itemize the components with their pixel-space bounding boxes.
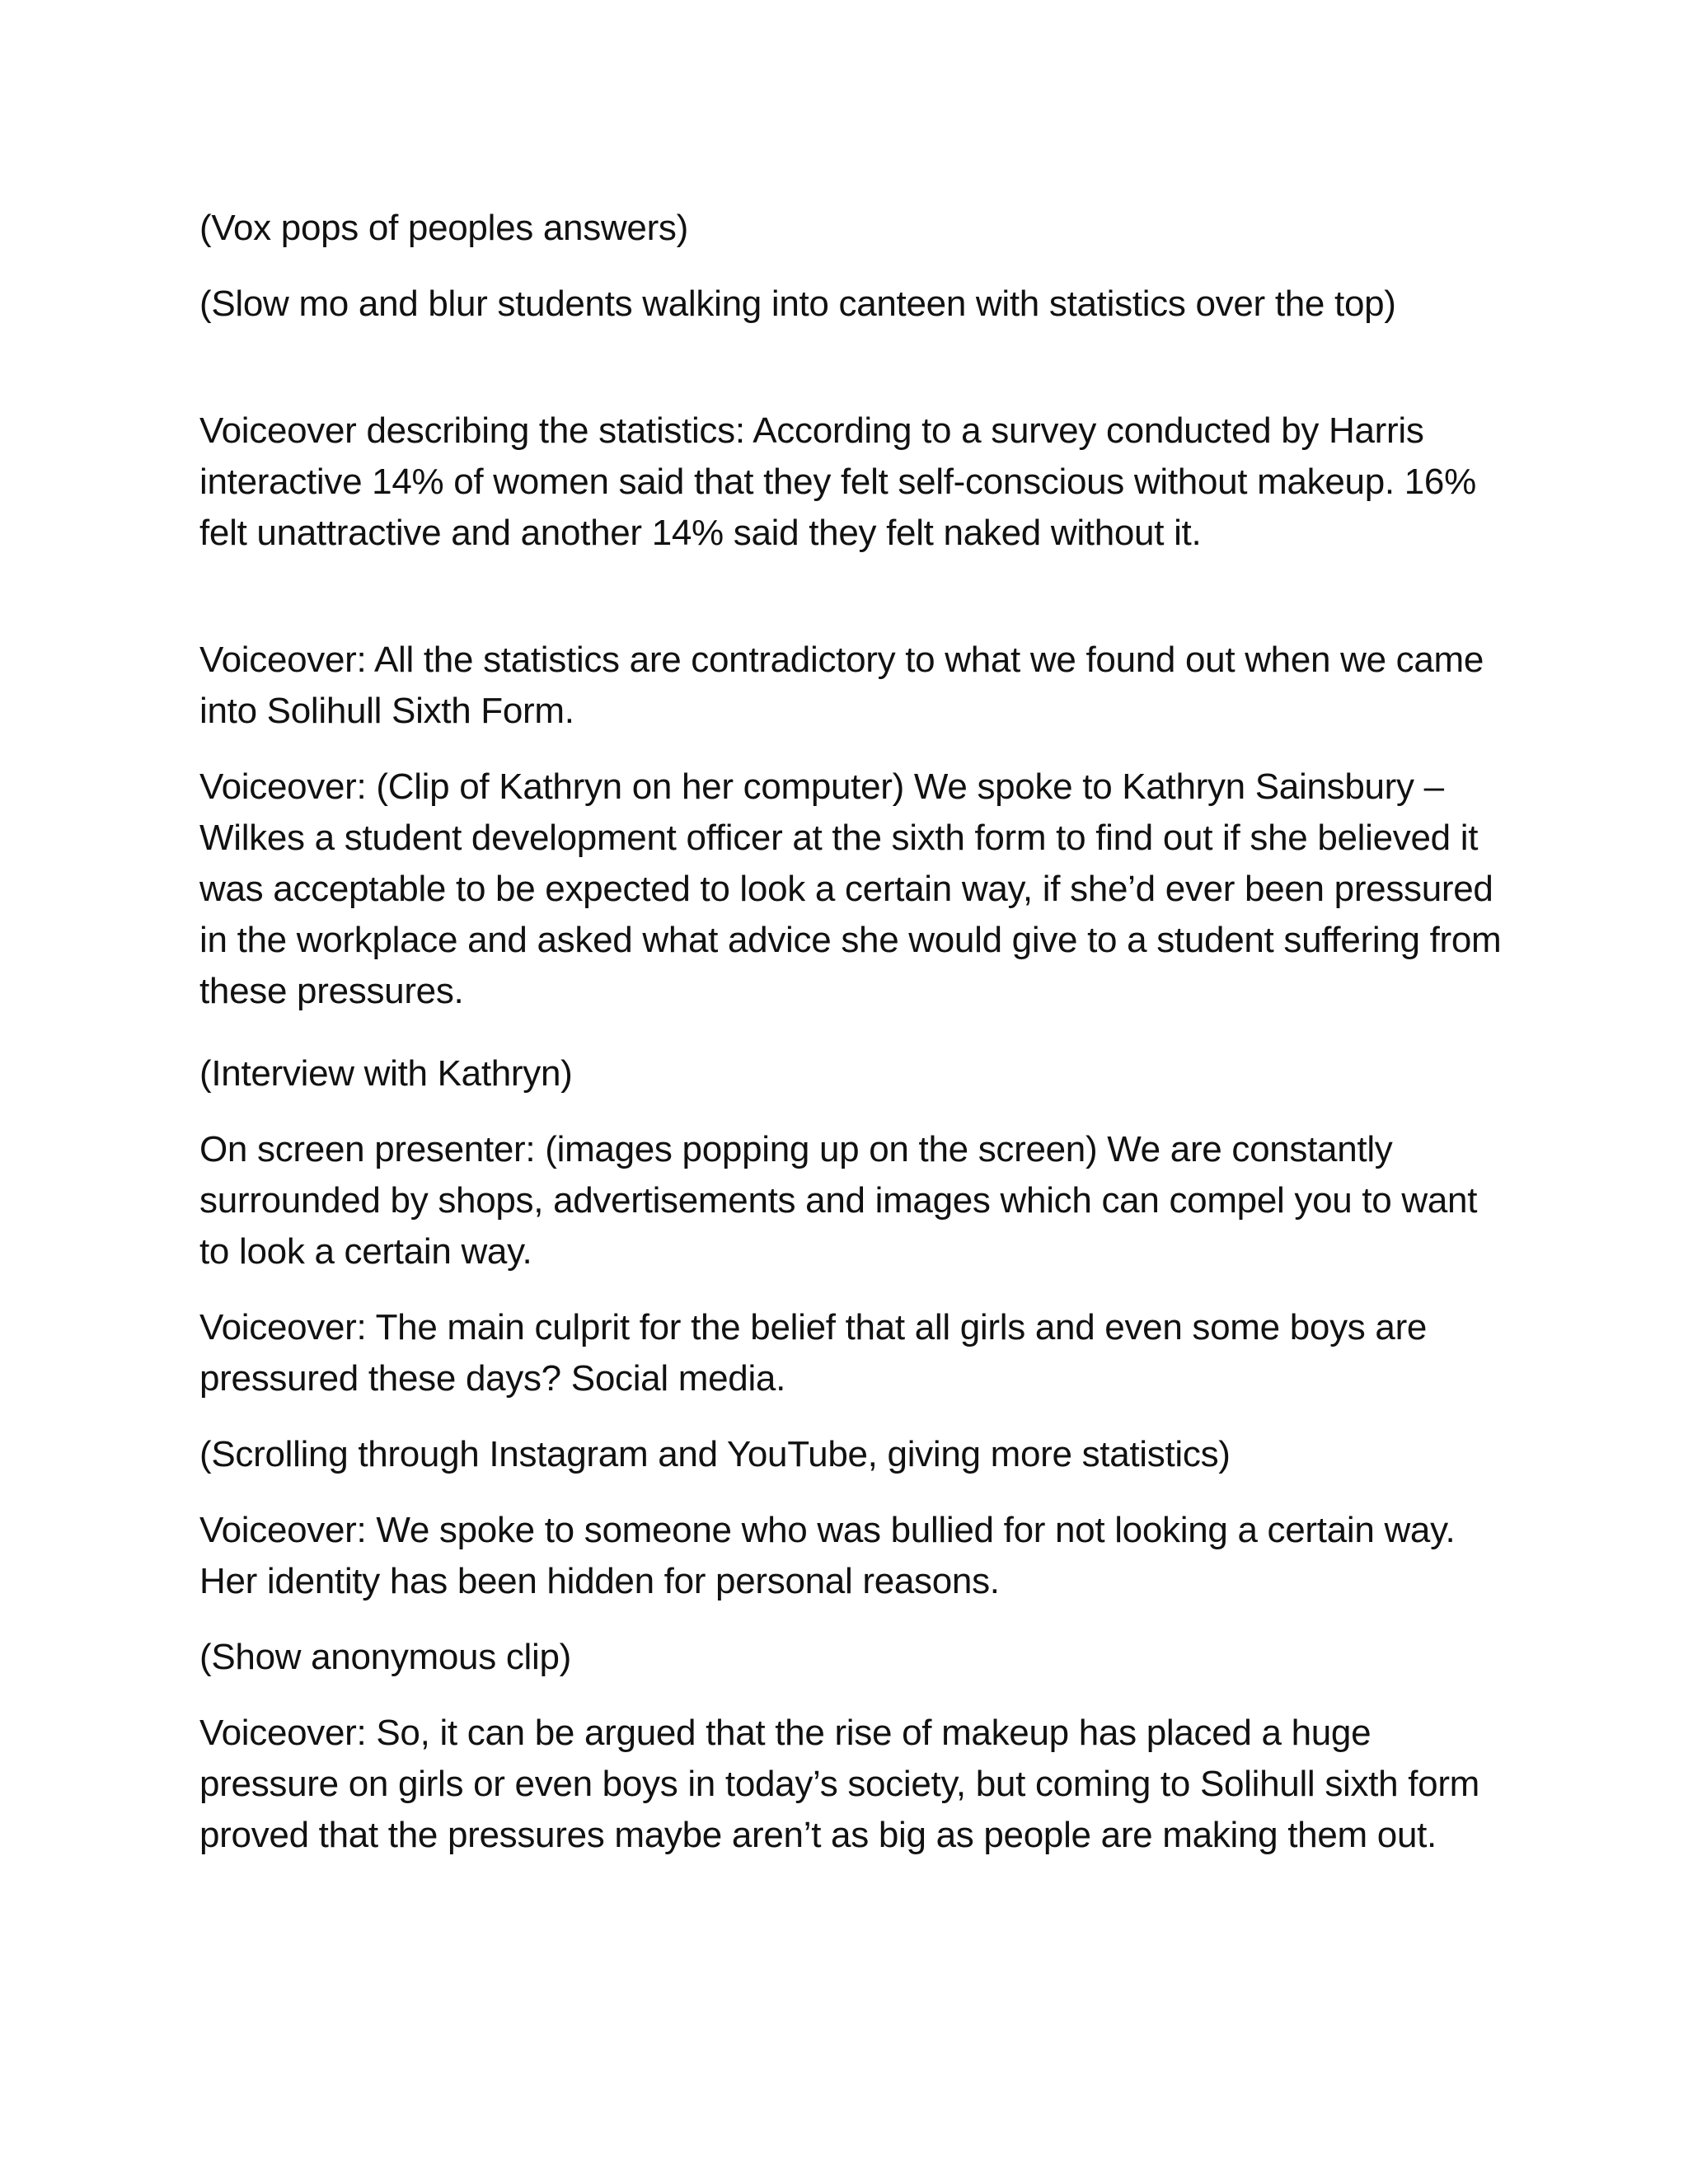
paragraph-contradictory-voiceover: Voiceover: All the statistics are contradictory to what we found out when we came into Solihull Sixth Form.	[199, 640, 1484, 731]
paragraph-interview: (Interview with Kathryn)	[199, 1053, 573, 1094]
paragraph-on-screen-presenter: On screen presenter: (images popping up on the screen) We are constantly surrounded by shops, advertisements and images which can compel you to want to look a certain way.	[199, 1129, 1478, 1272]
paragraph-social-media-voiceover: Voiceover: The main culprit for the belief that all girls and even some boys are pressured these days? Social media.	[199, 1307, 1428, 1399]
paragraph-vox-pops: (Vox pops of peoples answers)	[199, 208, 688, 248]
paragraph-statistics-voiceover: Voiceover describing the statistics: According to a survey conducted by Harris interactive 14% of women said that they felt self-conscious without makeup. 16% felt unattractive and another 14% said they felt naked without it.	[199, 410, 1476, 553]
paragraph-scrolling: (Scrolling through Instagram and YouTube, giving more statistics)	[199, 1434, 1231, 1474]
paragraph-bullied-voiceover: Voiceover: We spoke to someone who was bullied for not looking a certain way. Her identity has been hidden for personal reasons.	[199, 1510, 1456, 1601]
paragraph-kathryn-voiceover: Voiceover: (Clip of Kathryn on her computer) We spoke to Kathryn Sainsbury – Wilkes a student development officer at the sixth form to find out if she believed it was acceptable to be expected to look a certain way, if she’d ever been pressured in the workplace and asked what advice she would give to a student suffering from these pressures.	[199, 766, 1502, 1011]
paragraph-anonymous-clip: (Show anonymous clip)	[199, 1637, 572, 1677]
paragraph-slow-mo: (Slow mo and blur students walking into canteen with statistics over the top)	[199, 284, 1396, 324]
paragraph-conclusion-voiceover: Voiceover: So, it can be argued that the rise of makeup has placed a huge pressure on girls or even boys in today’s society, but coming to Solihull sixth form proved that the pressures maybe aren’t as big as people are making them out.	[199, 1713, 1480, 1855]
